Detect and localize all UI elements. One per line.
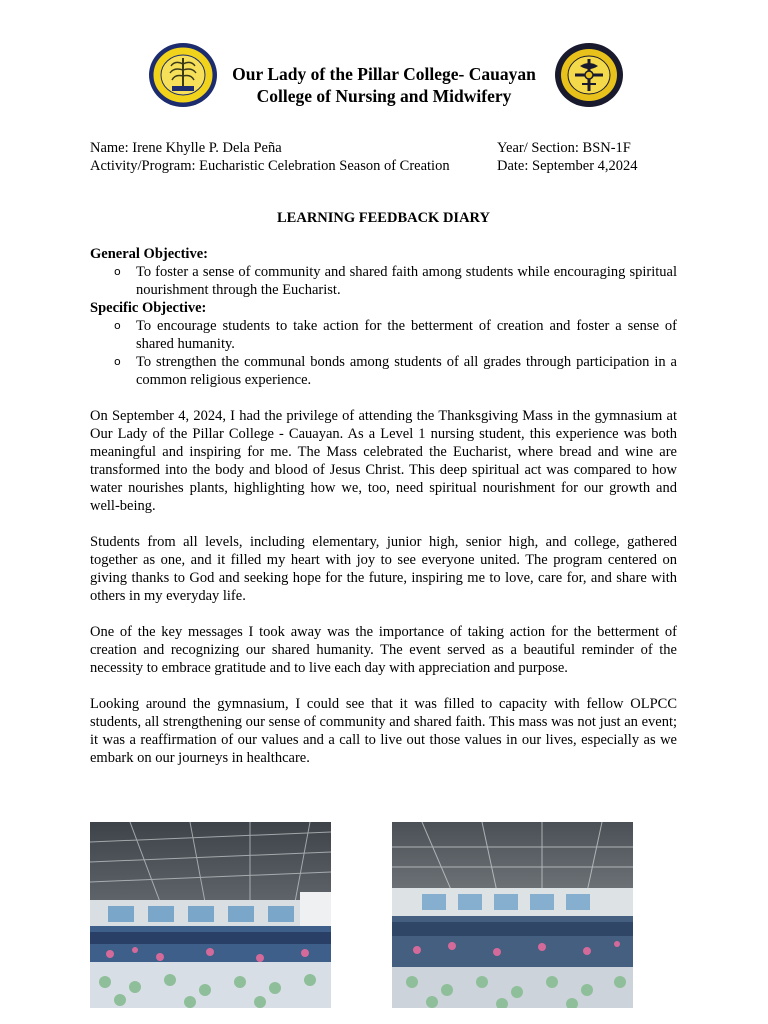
- diary-content: [90, 245, 677, 767]
- specific-objective-list: [90, 317, 677, 389]
- reflection-body: [90, 407, 677, 767]
- paragraph: One of the key messages I took away was the importance of taking action for the betterment of creation and recognizing our shared humanity. The event served as a beautiful reminder of the necessity to embrace gratitude and to live each day with appreciation and purpose.: [90, 624, 677, 676]
- document-title: LEARNING FEEDBACK DIARY: [277, 210, 490, 226]
- general-objective-heading: General Objective:: [90, 246, 208, 262]
- general-objective-list: [90, 263, 677, 299]
- paragraph: Looking around the gymnasium, I could see that it was filled to capacity with fellow OLPCC students, all strengthening our sense of community and shared faith. This mass was not just an event; it was a reaffirmation of our values and a call to live out those values in our lives, especially as we embark on our journeys in healthcare.: [90, 696, 677, 766]
- circle-bullet-icon: o: [114, 265, 121, 278]
- list-item: o To strengthen the communal bonds among students of all grades through participation in a common religious experience.: [114, 354, 677, 388]
- college-header: [222, 63, 546, 107]
- activity-date: Date: September 4,2024: [497, 158, 638, 174]
- department-name: College of Nursing and Midwifery: [256, 86, 512, 106]
- circle-bullet-icon: o: [114, 355, 121, 368]
- nursing-seal-icon: [554, 42, 624, 108]
- gymnasium-mass-photo: [392, 822, 633, 1008]
- college-name: Our Lady of the Pillar College- Cauayan: [232, 64, 536, 84]
- list-item: o To foster a sense of community and shared faith among students while encouraging spiritual nourishment through the Eucharist.: [114, 264, 677, 298]
- gymnasium-mass-photo: [90, 822, 331, 1008]
- circle-bullet-icon: o: [114, 319, 121, 332]
- class-info: [497, 139, 638, 175]
- specific-objective-heading: Specific Objective:: [90, 300, 207, 316]
- year-section: Year/ Section: BSN-1F: [497, 140, 631, 156]
- college-seal-icon: [148, 42, 218, 108]
- student-name: Name: Irene Khylle P. Dela Peña: [90, 140, 282, 156]
- list-item: o To encourage students to take action for the betterment of creation and foster a sense of shared humanity.: [114, 318, 677, 352]
- paragraph: On September 4, 2024, I had the privilege of attending the Thanksgiving Mass in the gymnasium at Our Lady of the Pillar College - Cauayan. As a Level 1 nursing student, this experience was both meaningful and inspiring for me. The Mass celebrated the Eucharist, where bread and wine are transformed into the body and blood of Jesus Christ. This deep spiritual act was compared to how water nourishes plants, highlighting how we, too, need spiritual nourishment for our growth and well-being.: [90, 408, 677, 514]
- paragraph: Students from all levels, including elementary, junior high, senior high, and college, gathered together as one, and it filled my heart with joy to see everyone united. The program centered on giving thanks to God and seeking hope for the future, inspiring me to love, care for, and share with others in my everyday life.: [90, 534, 677, 604]
- activity-program: Activity/Program: Eucharistic Celebration Season of Creation: [90, 158, 450, 174]
- student-info: [90, 139, 450, 175]
